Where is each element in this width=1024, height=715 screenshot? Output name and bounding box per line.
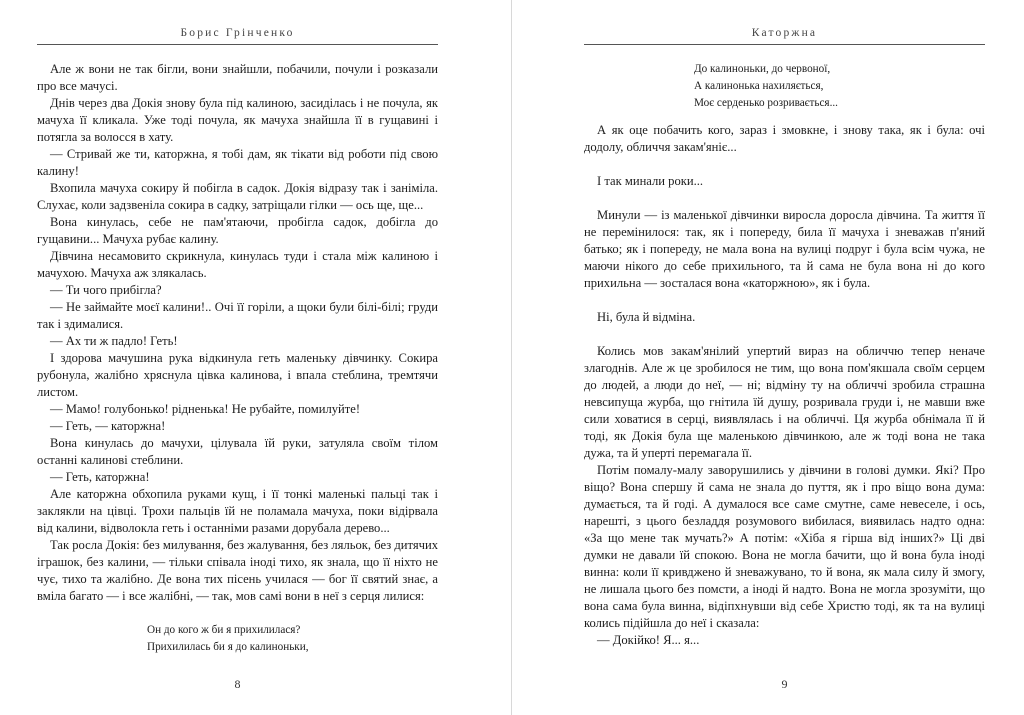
paragraph: — Ах ти ж падло! Геть! <box>50 334 178 348</box>
paragraph: І так минали роки... <box>597 174 704 188</box>
running-head-author: Борис Грінченко <box>180 27 295 39</box>
right-page-text <box>584 61 985 649</box>
paragraph: — Мамо! голубонько! рідненька! Не рубайте, помилуйте! <box>50 402 361 416</box>
paragraph: І здорова мачушина рука відкинула геть маленьку дівчинку. Сокира рубонула, жалібно хряснула цівка калинова, і впала стеблина, тремтячи листом. <box>37 351 438 399</box>
paragraph: Днів через два Докія знову була під калиною, засиділась і не почула, як мачуха її кликала. Уже тоді почула, як мачуха знайшла її в гущавині і потягла за волосся в хату. <box>37 96 438 144</box>
paragraph: Вона кинулась, себе не пам'ятаючи, пробігла садок, добігла до гущавини... Мачуха рубає калину. <box>37 215 438 246</box>
paragraph: — Не займайте моєї калини!.. Очі її горіли, а щоки були білі-білі; груди так і здималися. <box>37 300 438 331</box>
paragraph: Ні, була й відміна. <box>597 310 696 324</box>
paragraph: Колись мов закам'янілий упертий вираз на обличчю тепер неначе злагоднів. Але ж це зробилося не тим, що вона пом'якшала своїм серцем до людей, а люди до неї, — ні; відміну ту на обличчі зробила страшна невсипуща журба, що гнітила їй душу, розривала груди і, не мавши вже сили ховатися в серці, виявлялась і на обличчі. Ця журба обнімала її й тоді, як Докія була ще маленькою дівчинкою, але ж тоді вона не така дужа, та й уперті перемагала її. <box>584 344 985 460</box>
book-gutter <box>511 0 512 715</box>
song-verse <box>147 622 438 656</box>
paragraph: Так росла Докія: без милування, без жалування, без ляльок, без дитячих іграшок, без калини, — тільки співала іноді тихо, як знала, що її ніхто не чує, тихо та жалібно. Де вона тих пісень училася — бог її святий знає, а вміла багато — і все жалібні, — так, мов самі вони в неї з серця лилися: <box>37 538 438 603</box>
page-number: 9 <box>781 677 788 691</box>
paragraph: Вхопила мачуха сокиру й побігла в садок. Докія відразу так і заніміла. Слухає, коли задзвеніла сокира в садку, затріщали гілки — ось ще, ще... <box>37 181 438 212</box>
paragraph: Вона кинулась до мачухи, цілувала їй руки, затуляла своїм тілом останні калинові стеблини. <box>37 436 438 467</box>
left-page-text <box>37 61 438 656</box>
right-page <box>584 0 985 715</box>
verse-line: До калиноньки, до червоної, <box>694 63 831 75</box>
paragraph: — Стривай же ти, каторжна, я тобі дам, як тікати від роботи під свою калину! <box>37 147 438 178</box>
paragraph: — Геть, каторжна! <box>50 470 150 484</box>
running-head-title: Каторжна <box>751 27 818 39</box>
header-rule <box>584 44 985 45</box>
page-number: 8 <box>234 677 241 691</box>
paragraph: Але ж вони не так бігли, вони знайшли, побачили, почули і розказали про все мачусі. <box>37 62 438 93</box>
verse-line: Прихилилась би я до калиноньки, <box>147 641 309 653</box>
paragraph: Але каторжна обхопила руками кущ, і її тонкі маленькі пальці так і заклякли на цівці. Трохи пальців їй не поламала мачуха, поки відірвала від калини, відволокла геть і останніми разами дорубала дерево... <box>37 487 438 535</box>
verse-line: Он до кого ж би я прихилилася? <box>147 624 301 636</box>
header-rule <box>37 44 438 45</box>
verse-line: Моє серденько розривається... <box>694 97 838 109</box>
paragraph: — Ти чого прибігла? <box>50 283 162 297</box>
left-page <box>37 0 438 715</box>
paragraph: Минули — із маленької дівчинки виросла доросла дівчина. Та життя її не перемінилося: так, як і попереду, била її мачуха і зневажав п'яний батько; як і попереду, не мала вона на вулиці подруг і була всім чужа, не маючи нікого до себе прихильного, та й сама не була вона ні до кого прихильна — зосталася вона «каторжною», як і була. <box>584 208 985 290</box>
paragraph: — Докійко! Я... я... <box>597 633 700 647</box>
paragraph: Потім помалу-малу заворушились у дівчини в голові думки. Які? Про віщо? Вона спершу й сама не знала до пуття, як і про віщо вона дума: думається, та й годі. А думалося все саме смутне, саме невеселе, і ось, нарешті, з цього безладдя розумового вибилася, виявилась надто одна: «За що мене так мучать?» А потім: «Хіба я гірша від інших?» Ці дві думки не давали їй спокою. Вона не могла бачити, що й вона була іноді винна: коли її кривджено й зневажувано, то й вона, як мала силу й змогу, не лишала цього без помсти, а іноді й надто. Вона не могла зрозуміти, що вона сама була винна, відіпхнувши від себе Христю тоді, як та на вулиці колись підійшла до неї і сказала: <box>584 463 985 630</box>
verse-line: А калинонька нахиляється, <box>694 80 824 92</box>
paragraph: Дівчина несамовито скрикнула, кинулась туди і стала між калиною і мачухою. Мачуха аж злякалась. <box>37 249 438 280</box>
paragraph: А як оце побачить кого, зараз і змовкне, і знову така, як і була: очі додолу, обличчя закам'яніє... <box>584 123 985 154</box>
paragraph: — Геть, — каторжна! <box>50 419 166 433</box>
song-verse <box>694 61 985 112</box>
